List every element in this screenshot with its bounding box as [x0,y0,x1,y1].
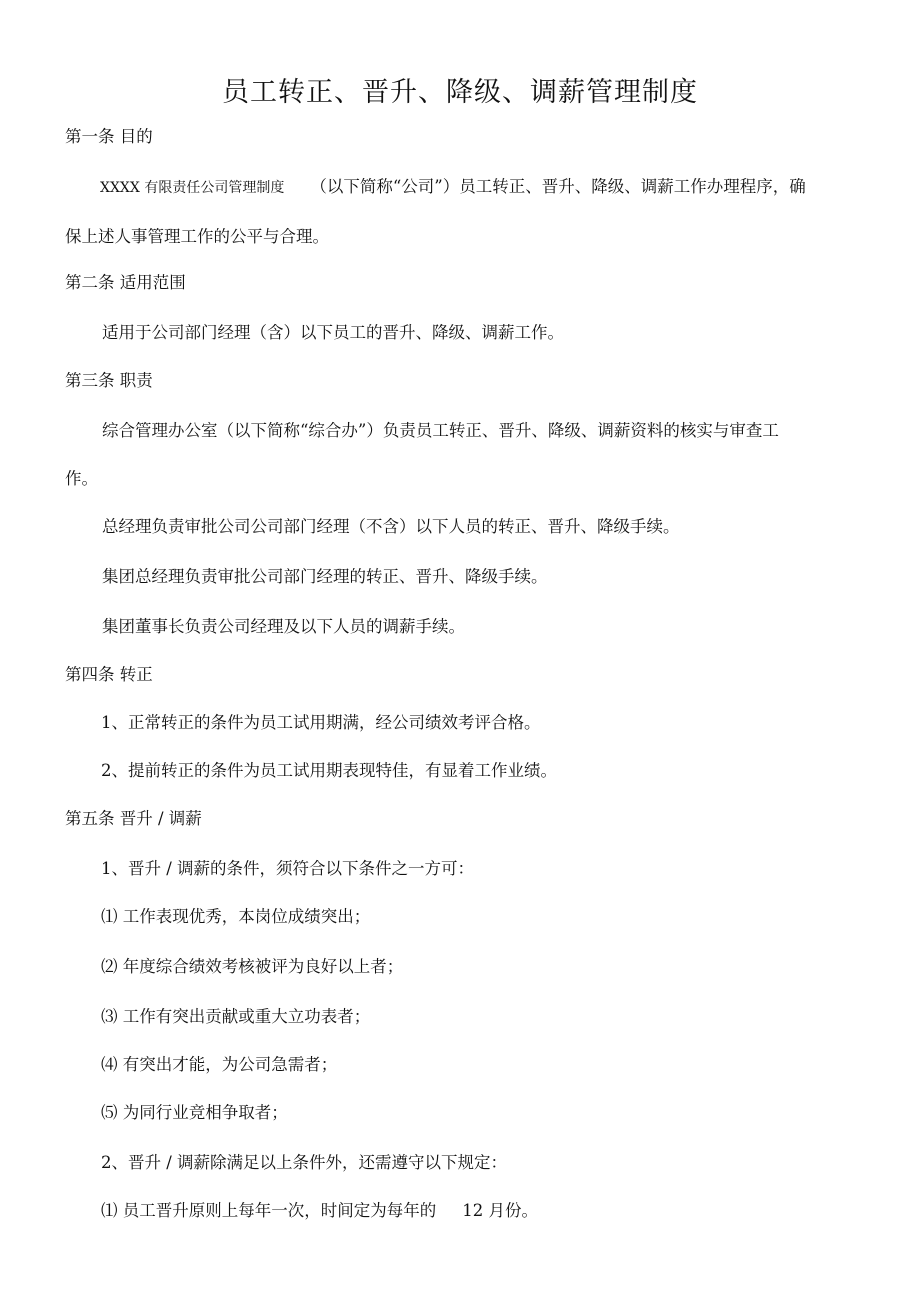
article-5-rule-1 [101,1200,538,1222]
article-3-paragraph-1-continued: 作。 [65,469,98,488]
article-3-paragraph-3: 集团总经理负责审批公司部门经理的转正、晋升、降级手续。 [102,567,548,586]
document-title: 员工转正、晋升、降级、调薪管理制度 [222,77,698,108]
article-3-paragraph-4: 集团董事长负责公司经理及以下人员的调薪手续。 [102,617,465,636]
article-5-condition-5: ⑸ 为同行业竞相争取者； [101,1103,288,1122]
article-1-paragraph-continued: 保上述人事管理工作的公平与合理。 [65,227,329,246]
article-5-condition-1: ⑴ 工作表现优秀，本岗位成绩突出； [101,907,371,926]
article-2-heading: 第二条 适用范围 [65,273,186,292]
article-1-paragraph [100,176,806,199]
article-5-condition-2: ⑵ 年度综合绩效考核被评为良好以上者； [101,957,404,976]
article-4-heading: 第四条 转正 [65,665,153,684]
article-2-paragraph: 适用于公司部门经理（含）以下员工的晋升、降级、调薪工作。 [102,323,564,342]
article-4-item-2: 2、提前转正的条件为员工试用期表现特佳，有显着工作业绩。 [101,761,557,780]
article-3-paragraph-2: 总经理负责审批公司公司部门经理（不含）以下人员的转正、晋升、降级手续。 [102,517,680,536]
article-5-condition-3: ⑶ 工作有突出贡献或重大立功表者； [101,1007,371,1026]
article-5-heading: 第五条 晋升 / 调薪 [65,809,202,828]
article-5-condition-4: ⑷ 有突出才能，为公司急需者； [101,1055,338,1074]
article-5-item-1: 1、晋升 / 调薪的条件，须符合以下条件之一方可： [101,859,475,878]
article-5-rule-1-month: 12 月份。 [462,1201,538,1220]
article-5-item-2: 2、晋升 / 调薪除满足以上条件外，还需遵守以下规定： [101,1153,508,1172]
article-1-heading: 第一条 目的 [65,127,153,146]
company-name: XXXX 有限责任公司管理制度 [100,180,285,196]
article-4-item-1: 1、正常转正的条件为员工试用期满，经公司绩效考评合格。 [101,713,541,732]
article-1-paragraph-text: （以下简称“公司”）员工转正、晋升、降级、调薪工作办理程序，确 [310,177,806,196]
article-5-rule-1-text: ⑴ 员工晋升原则上每年一次，时间定为每年的 [101,1201,437,1220]
article-3-heading: 第三条 职责 [65,371,153,390]
article-3-paragraph-1: 综合管理办公室（以下简称“综合办”）负责员工转正、晋升、降级、调薪资料的核实与审查工 [102,421,779,440]
